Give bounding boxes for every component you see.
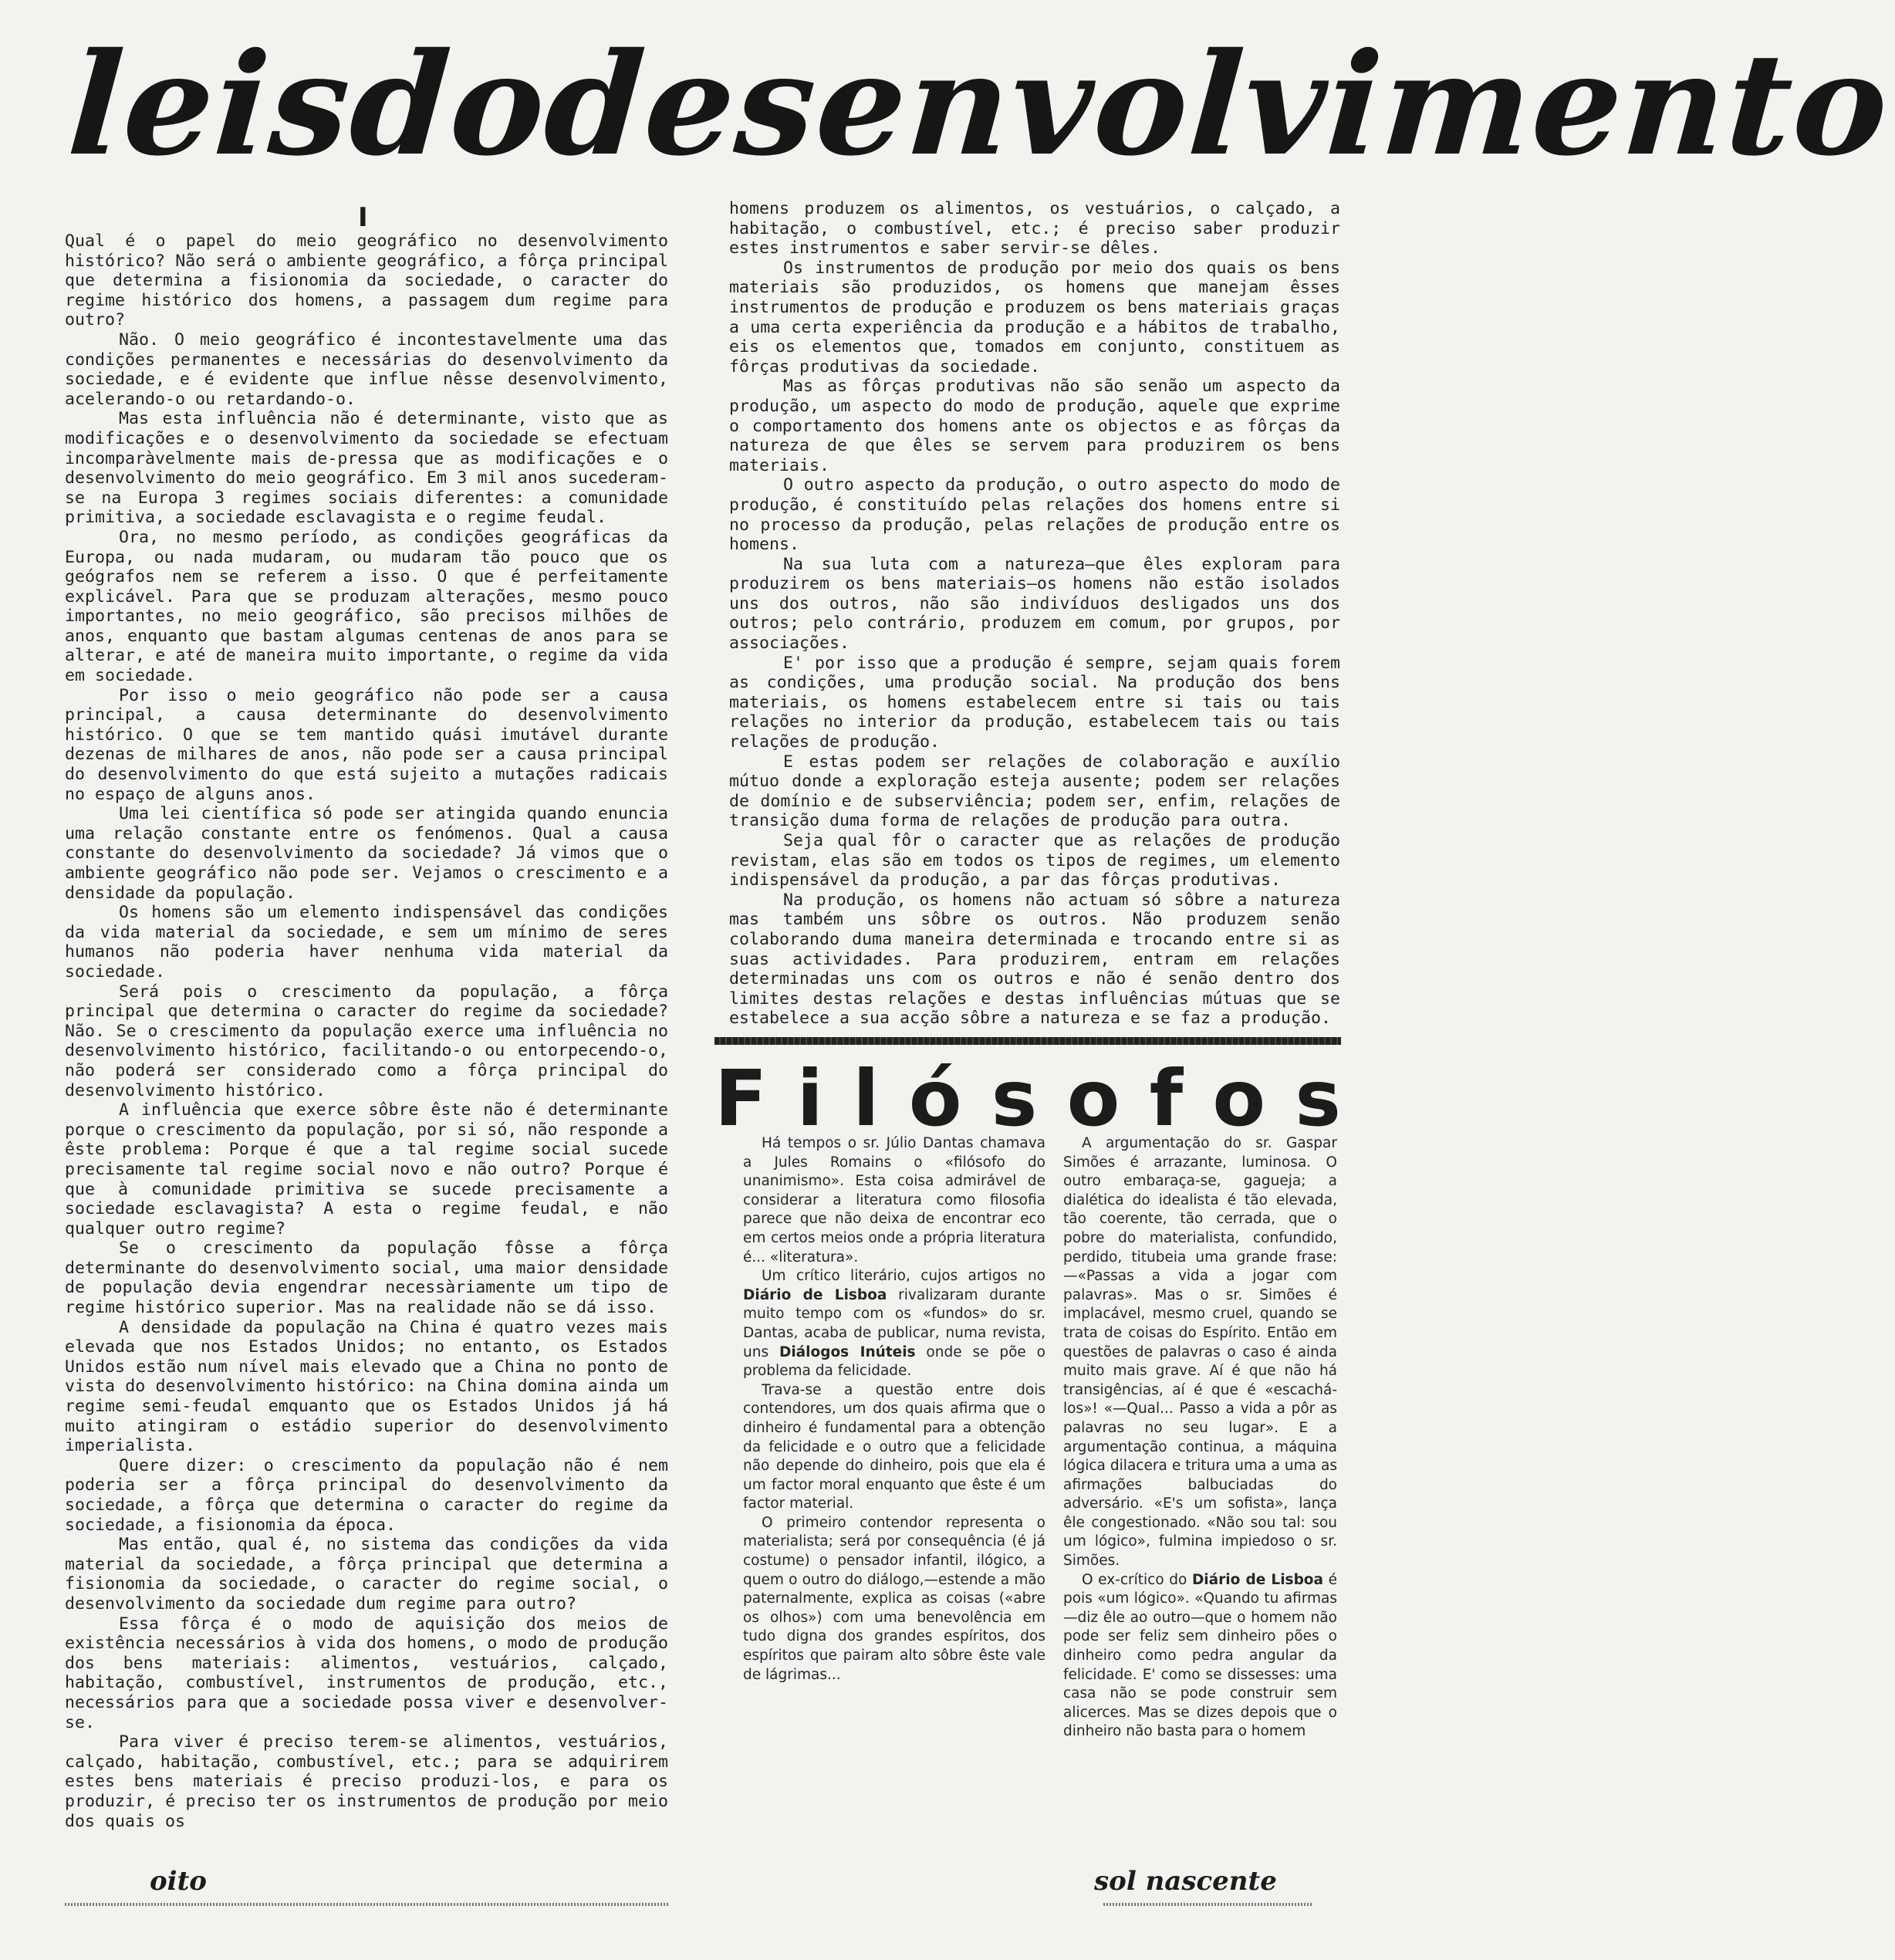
newspaper-name: Diário de Lisboa — [743, 1286, 887, 1303]
article-paragraph: Ora, no mesmo período, as condições geográficas da Europa, ou nada mudaram, ou mudaram tão pouco que os geógrafos nem se referem a isso. O que é perfeitamente explicável. Para que se produzam alterações, mesmo pouco importantes, no meio geográfico, são precisos milhões de anos, enquanto que bastam algumas centenas de anos para se alterar, e até de maneira muito importante, o regime da vida em sociedade. — [65, 527, 668, 686]
box-title-letter: o — [1212, 1053, 1266, 1144]
article-paragraph: Na sua luta com a natureza—que êles exploram para produzirem os bens materiais—os homens não estão isolados uns dos outros, não são indivíduos desligados uns dos outros; pelo contrário, produzem em comum, por grupos, por associações. — [729, 554, 1340, 654]
article-paragraph: Mas então, qual é, no sistema das condições da vida material da sociedade, a fôrça principal que determina a fisionomia da sociedade, o caracter do regime social, o desenvolvimento da sociedade dum regime para outro? — [65, 1535, 668, 1614]
box-title — [714, 1053, 1341, 1144]
box-paragraph: Há tempos o sr. Júlio Dantas chamava a Jules Romains o «filósofo do unanimismo». Esta coisa admirável de considerar a literatura como filosofia parece que não deixa de encontrar eco em certos meios onde a própria literatura é... «literatura». — [743, 1135, 1045, 1266]
box-title-letter: o — [1066, 1053, 1120, 1144]
article-paragraph: Na produção, os homens não actuam só sôbre a natureza mas também uns sôbre os outros. Não produzem senão colaborando duma maneira determinada e trocando entre si as suas actividades. Para produzirem, entram em relações determinadas uns com os outros e não é senão dentro dos limites destas relações e destas influências mútuas que se estabelece a sua acção sôbre a natureza e se faz a produção. — [729, 890, 1340, 1029]
article-paragraph: Quere dizer: o crescimento da população não é nem poderia ser a fôrça principal do desenvolvimento da sociedade, a fôrça que determina o caracter do regime da sociedade, a fisionomia da época. — [65, 1455, 668, 1535]
headline-word-2: do — [345, 22, 552, 187]
article-paragraph: Qual é o papel do meio geográfico no desenvolvimento histórico? Não será o ambiente geográfico, a fôrça principal que determina a fisionomia da sociedade, o caracter do regime histórico dos homens, a passagem dum regime para outro? — [65, 231, 668, 330]
article-paragraph: Os instrumentos de produção por meio dos quais os bens materiais são produzidos, os homens que manejam êsses instrumentos de produção e produzem os bens materiais graças a uma certa experiência da produção e a hábitos de trabalho, eis os elementos que, tomados em conjunto, constituem as fôrças produtivas da sociedade. — [729, 258, 1340, 377]
article-paragraph: E estas podem ser relações de colaboração e auxílio mútuo donde a exploração esteja ausente; podem ser relações de domínio e de subserviência; podem ser, enfim, relações de transição duma forma de relações de produção para outra. — [729, 752, 1340, 831]
article-paragraph: Mas as fôrças produtivas não são senão um aspecto da produção, um aspecto do modo de produção, aquele que exprime o comportamento dos homens ante os objectos e as fôrças da natureza de que êles se servem para produzirem os bens materiais. — [729, 377, 1340, 475]
headline-word-1: leis — [63, 22, 357, 187]
box-title-letter: s — [991, 1053, 1038, 1144]
box-paragraph: O ex-crítico do Diário de Lisboa é pois «um lógico». «Quando tu afirmas—diz êle ao outro—que o homem não pode ser feliz sem dinheiro pões o dinheiro como pedra angular da felicidade. E' como se dissesses: uma casa não se pode construir sem alicerces. Mas se dizes depois que o dinheiro não basta para o homem — [1063, 1571, 1338, 1740]
article-paragraph: Será pois o crescimento da população, a fôrça principal que determina o caracter do regime da sociedade? Não. Se o crescimento da população exerce uma influência no desenvolvimento histórico, facilitando-o ou entorpecendo-o, não poderá ser considerado como a fôrça principal do desenvolvimento histórico. — [65, 982, 668, 1100]
page-number: oito — [150, 1866, 207, 1897]
box-paragraph: A argumentação do sr. Gaspar Simões é arrazante, luminosa. O outro embaraça-se, gagueja; a dialética do idealista é tão elevada, tão coerente, tão cerrada, que o pobre do materialista, confundido, perdido, titubeia uma grande frase:—«Passas a vida a jogar com palavras». Mas o sr. Simões é implacável, mesmo cruel, quando se trata de coisas do Espírito. Então em questões de palavras o caso é ainda muito mais grave. Aí é que não há transigências, aí é que é «escachá-los»! «—Qual... Passo a vida a pôr as palavras no seu lugar». E a argumentação continua, a máquina lógica dilacera e tritura uma a uma as afirmações balbuciadas do adversário. «E's um sofista», lança êle congestionado. «Não sou tal: sou um lógico», fulmina impiedoso o sr. Simões. — [1063, 1135, 1337, 1570]
article-paragraph: Essa fôrça é o modo de aquisição dos meios de existência necessários à vida dos homens, o modo de produção dos bens materiais: alimentos, vestuários, calçado, habitação, combustível, instrumentos de produção, etc., necessários para que a sociedade possa viver e desenvolver-se. — [65, 1614, 668, 1732]
article-paragraph: Uma lei científica só pode ser atingida quando enuncia uma relação constante entre os fenómenos. Qual a causa constante do desenvolvimento da sociedade? Já vimos que o ambiente geográfico não pode ser. Vejamos o crescimento e a densidade da população. — [65, 804, 668, 903]
article-paragraph: A influência que exerce sôbre êste não é determinante porque o crescimento da população, por si só, não responde a êste problema: Porque é que a tal regime social sucede precisamente tal regime social novo e não outro? Porque é que à comunidade primitiva se sucede precisamente a sociedade esclavagista? A esta o regime feudal, e não qualquer outro regime? — [65, 1100, 668, 1239]
article-paragraph: Para viver é preciso terem-se alimentos, vestuários, calçado, habitação, combustível, etc.; para se adquirirem estes bens materiais é preciso produzi-los, e para os produzir, é preciso ter os instrumentos de produção por meio dos quais os — [65, 1732, 668, 1831]
footer-dotted-line-right — [1103, 1903, 1312, 1906]
box-title-letter: l — [853, 1053, 880, 1144]
article-paragraph: A densidade da população na China é quatro vezes mais elevada que nos Estados Unidos; no entanto, os Estados Unidos estão num nível mais elevado que a China no ponto de vista do desenvolvimento histórico: na China domina ainda um regime semi-feudal emquanto que os Estados Unidos já há muito atingiram o estádio superior do desenvolvimento imperialista. — [65, 1317, 668, 1456]
publication-name: sol nascente — [1094, 1866, 1277, 1897]
box-title-letter: F — [714, 1053, 768, 1144]
article-column-left — [65, 231, 668, 1831]
newspaper-name: Diário de Lisboa — [1191, 1571, 1324, 1588]
article-paragraph: Os homens são um elemento indispensável das condições da vida material da sociedade, e sem um mínimo de seres humanos não poderia haver nenhuma vida material da sociedade. — [65, 903, 668, 982]
box-title-letter: s — [1295, 1053, 1341, 1144]
article-paragraph: Por isso o meio geográfico não pode ser a causa principal, a causa determinante do desenvolvimento histórico. O que se tem mantido quási imutável durante dezenas de milhares de anos, não pode ser a causa principal do desenvolvimento do que está sujeito a mutações radicais no espaço de alguns anos. — [65, 685, 668, 804]
book-title: Diálogos Inúteis — [779, 1343, 916, 1360]
headline-word-3: desenvolvimento — [539, 22, 1895, 187]
box-title-letter: ó — [908, 1053, 962, 1144]
box-paragraph: O primeiro contendor representa o materialista; será por consequência (é já costume) o pensador infantil, ilógico, a quem o outro do diálogo,—estende a mão paternalmente, explica as coisas («abre os olhos») com uma benevolência em tudo digna dos grandes espíritos, dos espíritos que pairam alto sôbre êste vale de lágrimas... — [743, 1514, 1045, 1683]
article-paragraph: O outro aspecto da produção, o outro aspecto do modo de produção, é constituído pelas relações dos homens entre si no processo da produção, pelas relações de produção entre os homens. — [729, 475, 1340, 555]
article-paragraph: Se o crescimento da população fôsse a fôrça determinante do desenvolvimento social, uma maior densidade de população devia engendrar necessàriamente um tipo de regime histórico superior. Mas na realidade não se dá isso. — [65, 1239, 668, 1318]
article-paragraph: homens produzem os alimentos, os vestuários, o calçado, a habitação, o combustível, etc.; é preciso saber produzir estes instrumentos e saber servir-se dêles. — [729, 199, 1340, 259]
section-number: I — [358, 202, 368, 233]
box-paragraph: Trava-se a questão entre dois contendores, um dos quais afirma que o dinheiro é fundamental para a obtenção da felicidade e o outro que a felicidade não depende do dinheiro, pois que ela é um factor moral enquanto que êste é um factor material. — [743, 1381, 1045, 1512]
box-divider-rule — [714, 1037, 1341, 1045]
box-column-1 — [743, 1134, 1045, 1685]
box-column-2 — [1063, 1134, 1337, 1742]
article-paragraph: Seja qual fôr o caracter que as relações de produção revistam, elas são em todos os tipos de regimes, um elemento indispensável da produção, a par das fôrças produtivas. — [729, 831, 1340, 890]
box-title-letter: f — [1149, 1053, 1184, 1144]
article-paragraph: Não. O meio geográfico é incontestavelmente uma das condições permanentes e necessárias do desenvolvimento da sociedade, e é evidente que influe nêsse desenvolvimento, acelerando-o ou retardando-o. — [65, 329, 668, 409]
headline — [63, 15, 1895, 193]
box-title-letter: i — [796, 1053, 823, 1144]
article-column-right — [729, 199, 1340, 1029]
box-paragraph: Um crítico literário, cujos artigos no Diário de Lisboa rivalizaram durante muito tempo com os «fundos» do sr. Dantas, acaba de publicar, numa revista, uns Diálogos Inúteis onde se põe o problema da felicidade. — [743, 1268, 1045, 1380]
article-paragraph: Mas esta influência não é determinante, visto que as modificações e o desenvolvimento da sociedade se efectuam incomparàvelmente mais de-pressa que as modificações e o desenvolvimento do meio geográfico. Em 3 mil anos sucederam-se na Europa 3 regimes sociais diferentes: a comunidade primitiva, a sociedade esclavagista e o regime feudal. — [65, 409, 668, 528]
article-paragraph: E' por isso que a produção é sempre, sejam quais forem as condições, uma produção social. Na produção dos bens materiais, os homens estabelecem entre si tais ou tais relações no interior da produção, estabelecem tais ou tais relações de produção. — [729, 653, 1340, 752]
footer-dotted-line-left — [65, 1903, 668, 1906]
